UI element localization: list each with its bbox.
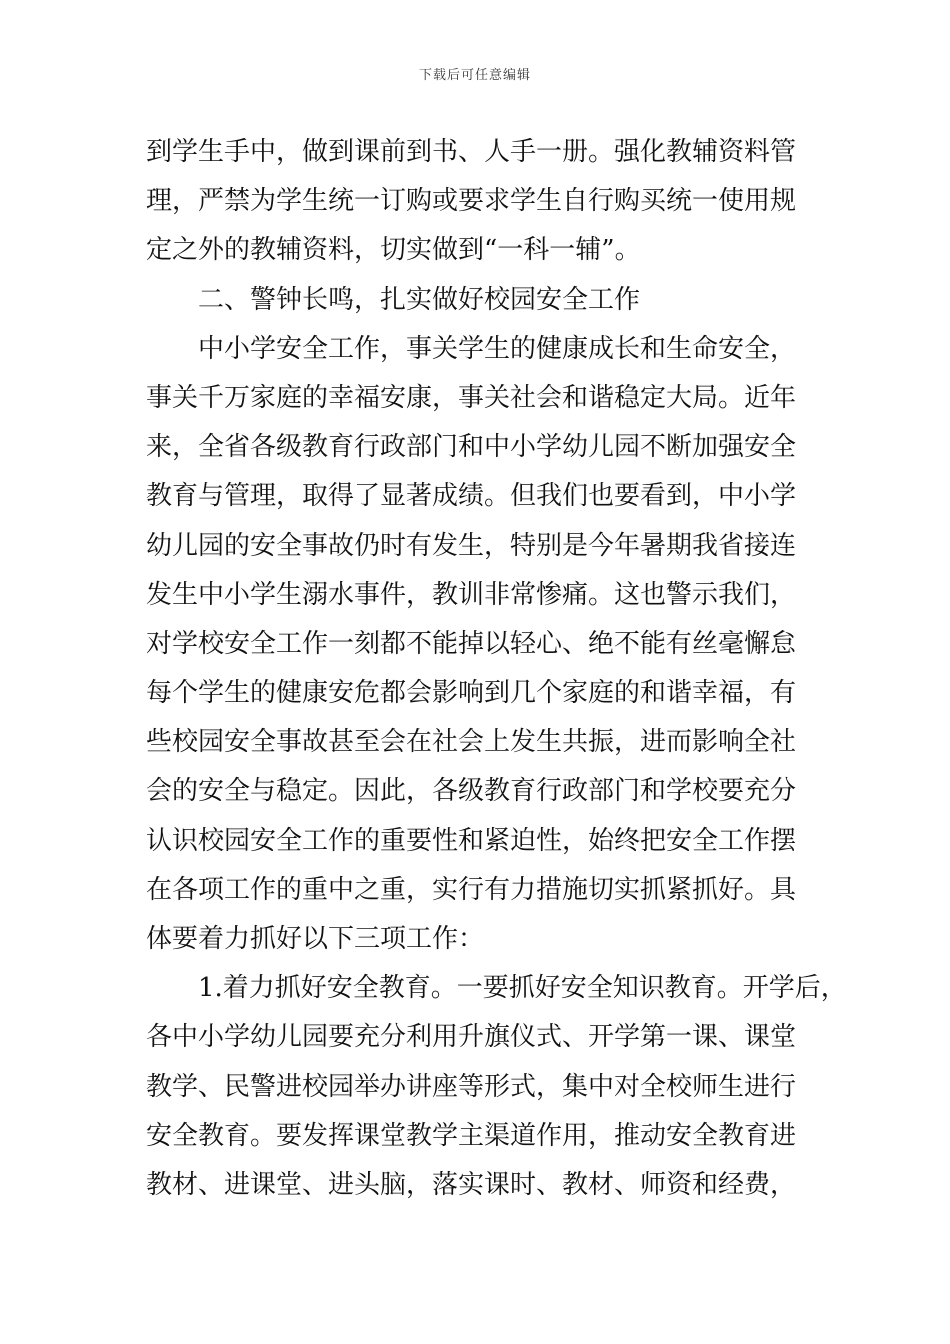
text-line: 对学校安全工作一刻都不能掉以轻心、绝不能有丝毫懈怠 bbox=[146, 628, 797, 659]
text-line: 中小学安全工作，事关学生的健康成长和生命安全， bbox=[146, 333, 797, 364]
text-line: 体要着力抓好以下三项工作： bbox=[146, 924, 485, 954]
text-line: 定之外的教辅资料，切实做到“一科一辅”。 bbox=[146, 235, 641, 266]
text-line: 各中小学幼儿园要充分利用升旗仪式、开学第一课、课堂 bbox=[146, 1022, 797, 1053]
page-header: 下载后可任意编辑 bbox=[418, 68, 531, 83]
text-line: 1.着力抓好安全教育。一要抓好安全知识教育。开学后， bbox=[146, 973, 847, 1004]
text-line: 事关千万家庭的幸福安康，事关社会和谐稳定大局。近年 bbox=[146, 382, 797, 413]
text-line: 教育与管理，取得了显著成绩。但我们也要看到，中小学 bbox=[146, 481, 797, 512]
section-heading: 二、警钟长鸣，扎实做好校园安全工作 bbox=[146, 284, 641, 315]
text-line: 每个学生的健康安危都会影响到几个家庭的和谐幸福，有 bbox=[146, 678, 797, 709]
document-body bbox=[146, 128, 847, 1210]
text-line: 来，全省各级教育行政部门和中小学幼儿园不断加强安全 bbox=[146, 432, 797, 463]
text-line: 发生中小学生溺水事件，教训非常惨痛。这也警示我们， bbox=[146, 579, 797, 610]
text-line: 些校园安全事故甚至会在社会上发生共振，进而影响全社 bbox=[146, 727, 797, 758]
text-line: 教材、进课堂、进头脑，落实课时、教材、师资和经费， bbox=[146, 1169, 797, 1200]
text-line: 在各项工作的重中之重，实行有力措施切实抓紧抓好。具 bbox=[146, 874, 797, 905]
text-line: 会的安全与稳定。因此，各级教育行政部门和学校要充分 bbox=[146, 776, 797, 807]
text-line: 认识校园安全工作的重要性和紧迫性，始终把安全工作摆 bbox=[146, 825, 797, 856]
text-line: 到学生手中，做到课前到书、人手一册。强化教辅资料管 bbox=[146, 137, 797, 167]
text-line: 幼儿园的安全事故仍时有发生，特别是今年暑期我省接连 bbox=[146, 530, 797, 561]
text-line: 安全教育。要发挥课堂教学主渠道作用，推动安全教育进 bbox=[146, 1120, 797, 1151]
text-line: 教学、民警进校园举办讲座等形式，集中对全校师生进行 bbox=[146, 1071, 797, 1102]
text-line: 理，严禁为学生统一订购或要求学生自行购买统一使用规 bbox=[146, 186, 797, 217]
